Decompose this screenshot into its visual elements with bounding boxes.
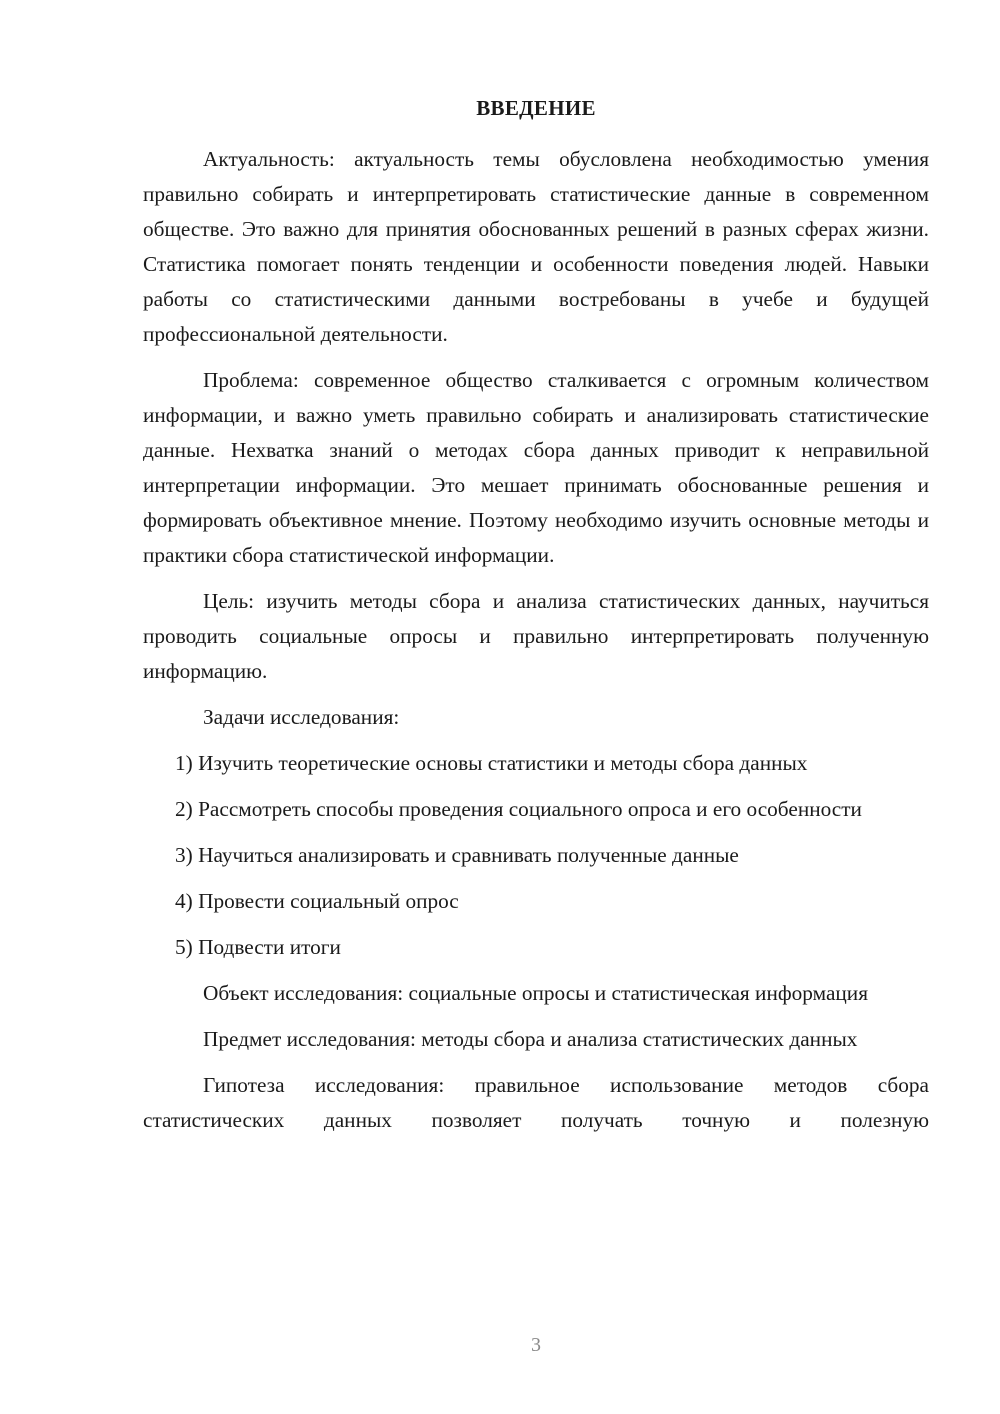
paragraph-relevance: Актуальность: актуальность темы обусловлена необходимостью умения правильно собирать и интерпретировать статистические данные в современном обществе. Это важно для принятия обоснованных решений в разных сферах жизни. Статистика помогает понять тенденции и особенности поведения людей. Навыки работы со статистическими данными востребованы в учебе и будущей профессиональной деятельности. — [143, 147, 929, 346]
task-item-5: 5) Подвести итоги — [175, 935, 341, 959]
paragraph-hypothesis: Гипотеза исследования: правильное использование методов сбора статистических данных позволяет получать точную и полезную — [143, 1073, 929, 1132]
task-item-4: 4) Провести социальный опрос — [175, 889, 459, 913]
task-item-1: 1) Изучить теоретические основы статистики и методы сбора данных — [175, 751, 808, 775]
document-body — [143, 142, 929, 1149]
paragraph-tasks-heading: Задачи исследования: — [203, 705, 400, 729]
paragraph-goal: Цель: изучить методы сбора и анализа статистических данных, научиться проводить социальные опросы и правильно интерпретировать полученную информацию. — [143, 589, 929, 683]
page-number: 3 — [531, 1334, 541, 1356]
paragraph-object: Объект исследования: социальные опросы и статистическая информация — [203, 981, 868, 1005]
paragraph-subject: Предмет исследования: методы сбора и анализа статистических данных — [203, 1027, 858, 1051]
document-page — [143, 0, 929, 1414]
page-title: ВВЕДЕНИЕ — [476, 96, 596, 120]
task-item-2: 2) Рассмотреть способы проведения социального опроса и его особенности — [175, 797, 862, 821]
task-item-3: 3) Научиться анализировать и сравнивать полученные данные — [175, 843, 739, 867]
paragraph-problem: Проблема: современное общество сталкивается с огромным количеством информации, и важно уметь правильно собирать и анализировать статистические данные. Нехватка знаний о методах сбора данных приводит к неправильной интерпретации информации. Это мешает принимать обоснованные решения и формировать объективное мнение. Поэтому необходимо изучить основные методы и практики сбора статистической информации. — [143, 368, 929, 567]
